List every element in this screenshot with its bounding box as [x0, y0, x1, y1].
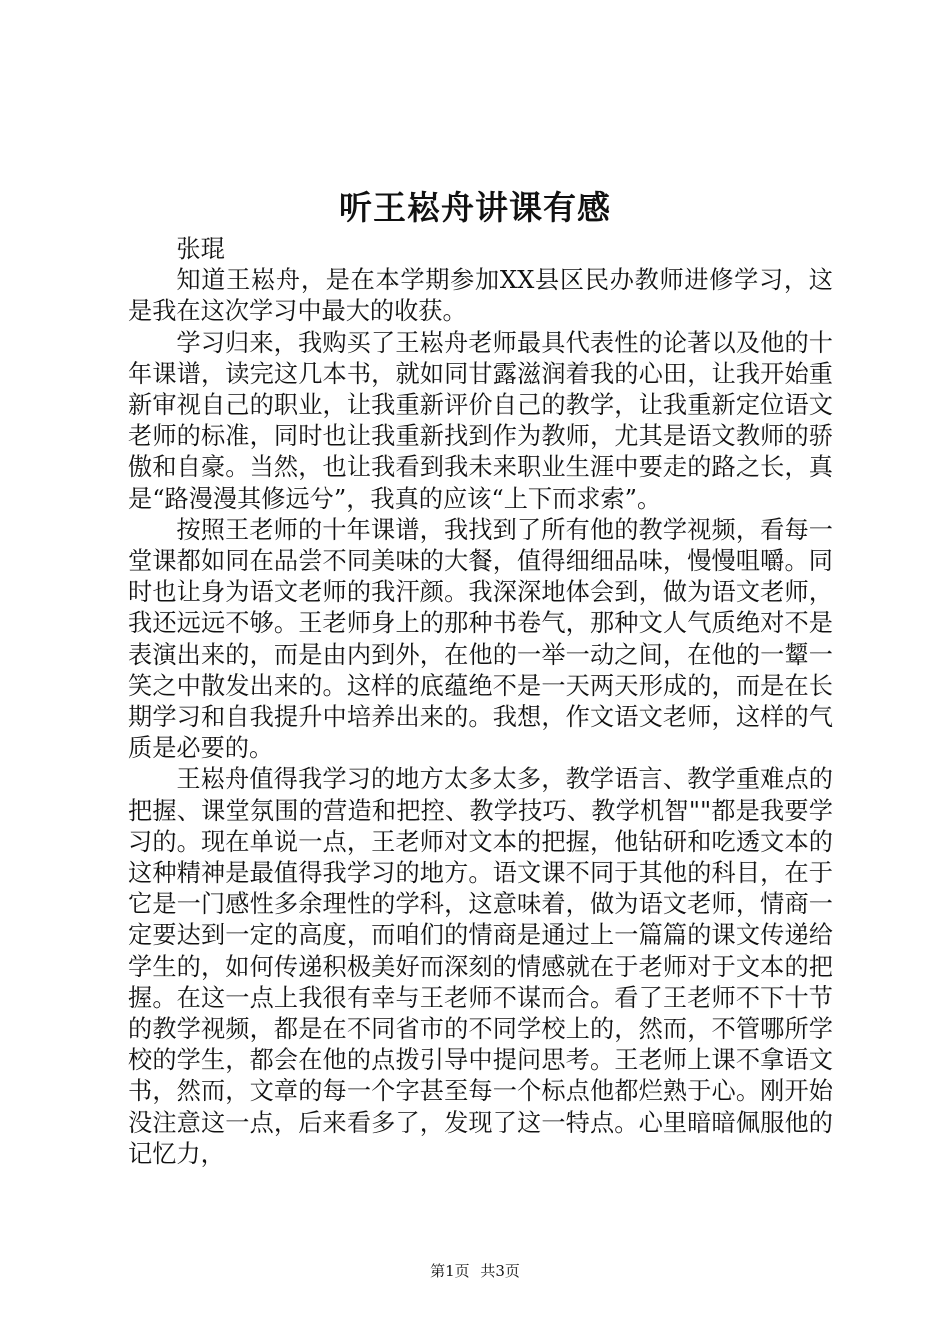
body-paragraph: 按照王老师的十年课谱，我找到了所有他的教学视频，看每一堂课都如同在品尝不同美味的大餐，值得细细品味，慢慢咀嚼。同时也让身为语文老师的我汗颜。我深深地体会到，做为语文老师，我还远远不够。王老师身上的那种书卷气，那种文人气质绝对不是表演出来的，而是由内到外，在他的一举一动之间，在他的一颦一笑之中散发出来的。这样的底蕴绝不是一天两天形成的，而是在长期学习和自我提升中培养出来的。我想，作文语文老师，这样的气质是必要的。 — [128, 515, 833, 763]
page-number: 第1页 — [430, 1262, 470, 1280]
document-body — [128, 234, 833, 1170]
page-footer — [0, 1260, 950, 1282]
page-total: 共3页 — [480, 1262, 520, 1280]
body-paragraph: 学习归来，我购买了王崧舟老师最具代表性的论著以及他的十年课谱，读完这几本书，就如同甘露滋润着我的心田，让我开始重新审视自己的职业，让我重新评价自己的教学，让我重新定位语文老师的标准，同时也让我重新找到作为教师，尤其是语文教师的骄傲和自豪。当然，也让我看到我未来职业生涯中要走的路之长，真是“路漫漫其修远兮”，我真的应该“上下而求索”。 — [128, 328, 833, 513]
author-name: 张琨 — [176, 235, 225, 263]
body-paragraph: 知道王崧舟，是在本学期参加XX县区民办教师进修学习，这是我在这次学习中最大的收获。 — [128, 266, 833, 326]
body-paragraph: 王崧舟值得我学习的地方太多太多，教学语言、教学重难点的把握、课堂氛围的营造和把控、教学技巧、教学机智""都是我要学习的。现在单说一点，王老师对文本的把握，他钻研和吃透文本的这种精神是最值得我学习的地方。语文课不同于其他的科目，在于它是一门感性多余理性的学科，这意味着，做为语文老师，情商一定要达到一定的高度，而咱们的情商是通过上一篇篇的课文传递给学生的，如何传递积极美好而深刻的情感就在于老师对于文本的把握。在这一点上我很有幸与王老师不谋而合。看了王老师不下十节的教学视频，都是在不同省市的不同学校上的，然而，不管哪所学校的学生，都会在他的点拨引导中提问思考。王老师上课不拿语文书，然而，文章的每一个字甚至每一个标点他都烂熟于心。刚开始没注意这一点，后来看多了，发现了这一特点。心里暗暗佩服他的记忆力， — [128, 765, 833, 1168]
document-title: 听王崧舟讲课有感 — [339, 188, 611, 227]
